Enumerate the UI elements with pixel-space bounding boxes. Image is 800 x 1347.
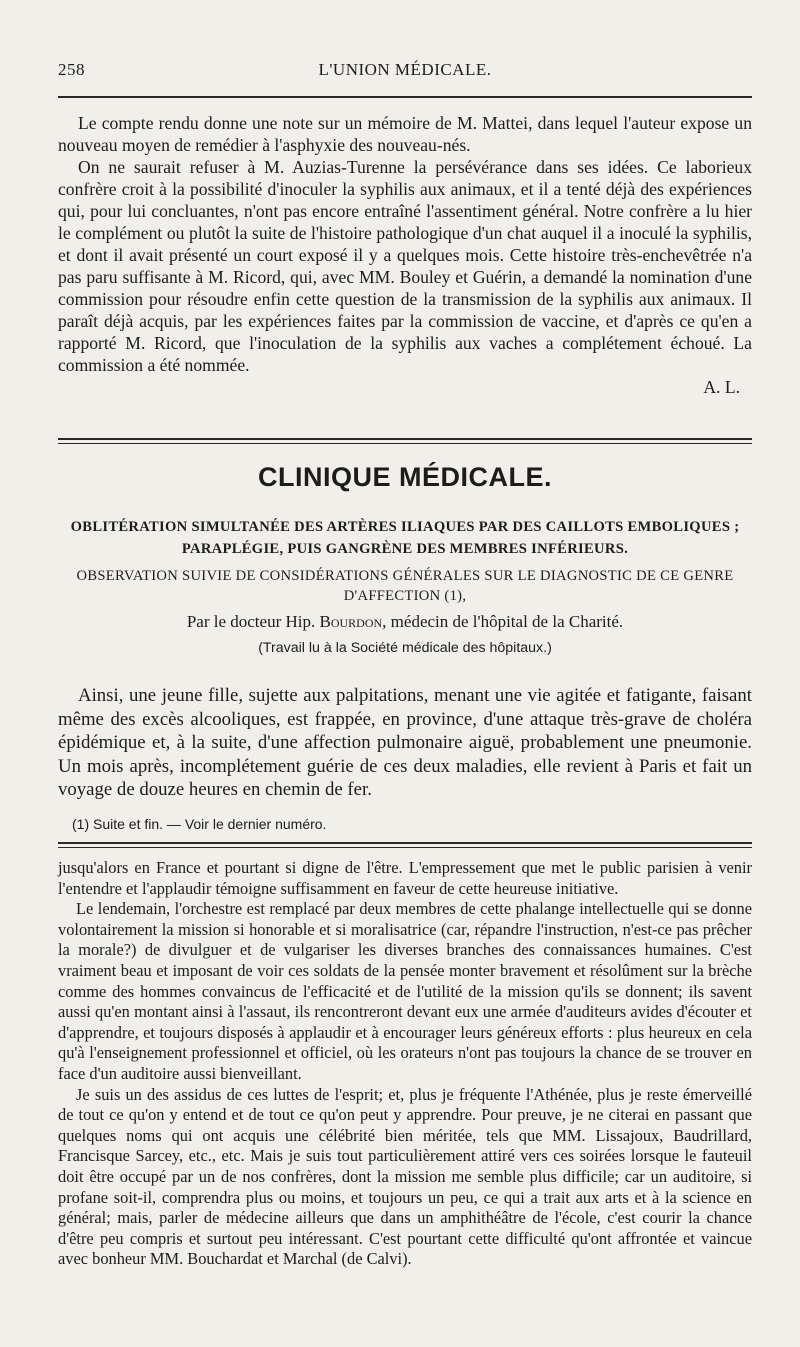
page-number: 258 xyxy=(58,60,85,79)
article-subtitle xyxy=(58,566,752,606)
article-body xyxy=(58,684,752,802)
intro-section xyxy=(58,112,752,398)
article-subtitle-line: OBSERVATION SUIVIE DE CONSIDÉRATIONS GÉNÉRALES SUR LE DIAGNOSTIC DE CE GENRE xyxy=(76,568,734,584)
article-byline xyxy=(58,612,752,632)
section-rule-thin xyxy=(58,443,752,444)
article-subtitle-line: D'AFFECTION (1), xyxy=(343,588,467,604)
feuilleton-rule-thin xyxy=(58,847,752,848)
byline-prefix: Par le docteur Hip. xyxy=(186,612,316,631)
intro-paragraph: Le compte rendu donne une note sur un mémoire de M. Mattei, dans lequel l'auteur expose un nouveau moyen de remédier à l'asphyxie des nouveau-nés. xyxy=(58,113,752,155)
journal-title: L'UNION MÉDICALE. xyxy=(318,60,492,79)
section-rule xyxy=(58,438,752,440)
byline-suffix: , médecin de l'hôpital de la Charité. xyxy=(382,612,624,631)
article-note: (Travail lu à la Société médicale des hôpitaux.) xyxy=(258,640,552,656)
page-header xyxy=(58,60,752,84)
feuilleton-paragraph: Je suis un des assidus de ces luttes de l'esprit; et, plus je fréquente l'Athénée, plus je reste émerveillé de tout ce qu'on y entend et de tout ce qu'on peut y apprendre. Pour preuve, je ne citerai en passant que quelques noms qui ont acquis une célébrité bien méritée, tels que MM. Lissajoux, Baudrillard, Francisque Sarcey, etc., etc. Mais je suis tout particulièrement attiré vers ces soirées lorsque le fauteuil doit être occupé par un de nos confrères, dont la mission me semble plus difficile; car un auditoire, si profane soit-il, comprendra plus ou moins, et toujours un peu, ce qui a trait aux arts et à la science en général; mais, parler de médecine ailleurs que dans un amphithéâtre de l'école, c'est courir la chance d'être peu compris et surtout peu intéressant. C'est pourtant cette difficulté qu'ont affrontée et vaincue avec bonheur MM. Bouchardat et Marchal (de Calvi). xyxy=(58,1084,752,1269)
header-rule xyxy=(58,96,752,98)
article-title xyxy=(58,516,752,560)
feuilleton-paragraph: jusqu'alors en France et pourtant si digne de l'être. L'empressement que met le public parisien à venir l'entendre et l'applaudir témoigne suffisamment en faveur de cette heureuse initiative. xyxy=(58,858,752,898)
feuilleton-paragraph: Le lendemain, l'orchestre est remplacé par deux membres de cette phalange intellectuelle qui se donne volontairement la mission si honorable et si moralisatrice (car, répandre l'instruction, n'est-ce pas prêcher la morale?) de divulguer et de vulgariser les diverses branches des connaissances humaines. C'est vraiment beau et imposant de voir ces soldats de la pensée monter bravement et résolûment sur la brèche comme des hommes convaincus de l'efficacité et de l'utilité de la mission qu'ils se donnent; ils savent aussi qu'en montant ainsi à l'assaut, ils rencontreront devant eux une armée d'auditeurs avides d'écouter et d'apprendre, et toujours disposés à applaudir et à encourager leurs généreux efforts : plus heureux en cela qu'à l'enseignement professionnel et officiel, où les orateurs n'ont pas toujours la chance de se trouver en face d'un auditoire aussi bienveillant. xyxy=(58,899,752,1083)
section-title: CLINIQUE MÉDICALE. xyxy=(257,462,552,492)
feuilleton-rule xyxy=(58,842,752,844)
intro-paragraph: On ne saurait refuser à M. Auzias-Turenne la persévérance dans ses idées. Ce laborieux confrère croit à la possibilité d'inoculer la syphilis aux animaux, et il a tenté déjà des expériences qui, pour lui concluantes, n'ont pas encore entraîné l'assentiment général. Notre confrère a lu hier le complément ou plutôt la suite de l'histoire pathologique d'un chat auquel il a inoculé la syphilis, et dont il avait présenté un court exposé il y a quelques mois. Cette histoire très-enchevêtrée n'a pas paru suffisante à M. Ricord, qui, avec MM. Bouley et Guérin, a demandé la nomination d'une commission pour résoudre enfin cette question de la transmission de la syphilis aux animaux. Il paraît déjà acquis, par les expériences faites par la commission de vaccine, et d'après ce qu'en a rapporté M. Ricord, que l'inoculation de la syphilis aux vaches a complétement échoué. La commission a été nommée. xyxy=(58,157,752,375)
feuilleton-section xyxy=(58,858,752,1270)
footnote: (1) Suite et fin. — Voir le dernier numéro. xyxy=(72,816,327,832)
article-header xyxy=(58,516,752,656)
signature: A. L. xyxy=(703,377,740,397)
article-title-line: PARAPLÉGIE, PUIS GANGRÈNE DES MEMBRES INFÉRIEURS. xyxy=(181,541,629,557)
byline-author: Bourdon xyxy=(319,612,383,631)
article-body-paragraph: Ainsi, une jeune fille, sujette aux palpitations, menant une vie agitée et fatigante, faisant même des excès alcooliques, est frappée, en province, d'une attaque très-grave de choléra épidémique et, à la suite, d'une affection pulmonaire aiguë, probablement une pneumonie. Un mois après, incomplétement guérie de ces deux maladies, elle revient à Paris et fait un voyage de douze heures en chemin de fer. xyxy=(58,685,752,800)
article-title-line: OBLITÉRATION SIMULTANÉE DES ARTÈRES ILIAQUES PAR DES CAILLOTS EMBOLIQUES ; xyxy=(70,519,740,535)
